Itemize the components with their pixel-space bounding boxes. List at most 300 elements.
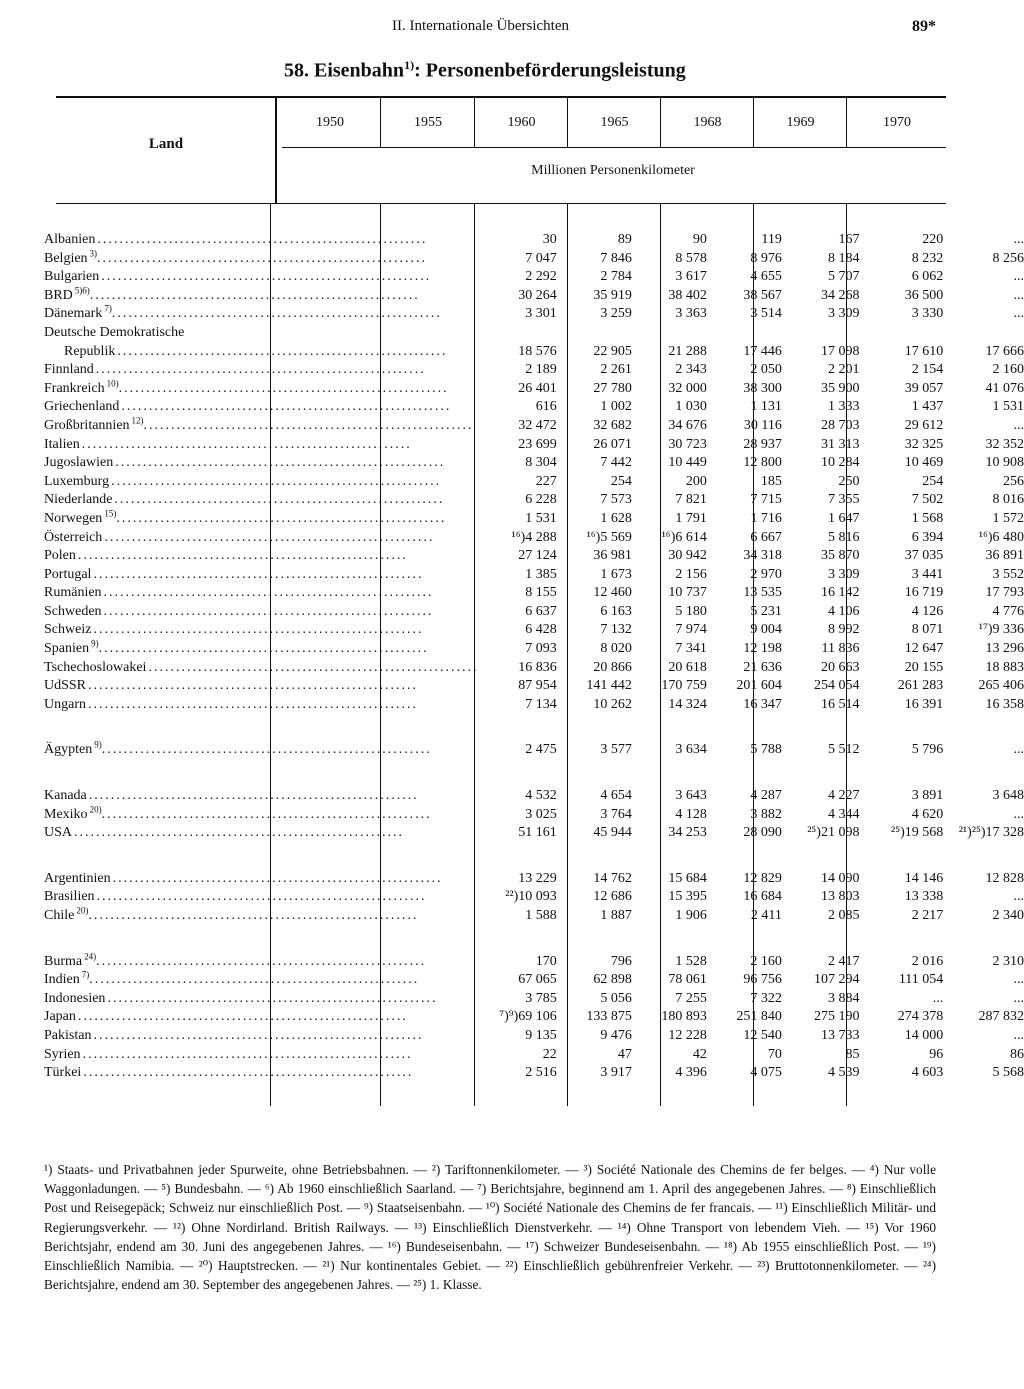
value-cell: 2 516 — [525, 1065, 557, 1081]
value-cell: ²⁵)19 568 — [891, 825, 944, 841]
value-cell: 35 870 — [820, 548, 860, 564]
value-cell: 17 793 — [985, 585, 1024, 601]
value-cell: 7 093 — [525, 641, 557, 657]
country-name: Niederlande ............................................................ — [44, 492, 445, 508]
country-name: Brasilien ............................................................ — [44, 889, 427, 905]
year-header: 1955 — [414, 115, 442, 130]
value-cell: 274 378 — [897, 1009, 944, 1025]
value-cell: 8 184 — [827, 250, 860, 266]
value-cell: 38 567 — [743, 287, 782, 303]
value-cell: 5 816 — [827, 529, 860, 545]
value-cell: 251 840 — [736, 1009, 782, 1025]
footnote-ref: 20) — [76, 907, 89, 916]
value-cell: 12 198 — [743, 641, 782, 657]
year-header: 1960 — [507, 115, 536, 130]
value-cell: 34 318 — [743, 548, 782, 564]
value-cell: 20 866 — [593, 659, 632, 675]
value-cell: 28 090 — [743, 825, 782, 841]
header-bottom-rule — [56, 203, 946, 204]
value-cell: 111 054 — [898, 972, 944, 988]
value-cell: 30 264 — [518, 287, 557, 303]
col-divider — [567, 97, 568, 147]
value-cell: 4 532 — [525, 788, 557, 804]
group-spacer — [44, 843, 1024, 870]
value-cell: 250 — [838, 473, 860, 489]
value-cell: 1 030 — [675, 399, 707, 415]
value-cell: 287 832 — [978, 1009, 1024, 1025]
value-cell: 3 552 — [992, 566, 1024, 582]
value-cell: 32 682 — [593, 417, 632, 433]
unit-label: Millionen Personenkilometer — [531, 163, 695, 178]
value-cell: 16 358 — [985, 696, 1024, 712]
value-cell: 6 062 — [911, 269, 944, 285]
value-cell: ... — [1013, 990, 1024, 1006]
country-name: Japan ............................................................ — [44, 1009, 408, 1025]
footnote-ref: 15) — [104, 509, 117, 519]
value-cell: 133 875 — [586, 1009, 632, 1025]
col-divider — [846, 97, 847, 147]
value-cell: 2 156 — [675, 566, 707, 582]
value-cell: 119 — [761, 232, 782, 247]
value-cell: 17 446 — [743, 343, 782, 359]
value-cell: 5 231 — [750, 603, 782, 619]
footnote-ref: 12) — [131, 416, 144, 426]
table-row — [44, 870, 1024, 889]
country-name: Belgien $^{3)}$............................................................ — [44, 249, 428, 266]
value-cell: ... — [1013, 742, 1024, 758]
table-row — [44, 268, 1024, 287]
table-row — [44, 990, 1024, 1009]
country-name: BRD $^{5)6)}$............................................................ — [44, 286, 420, 303]
value-cell: 8 976 — [750, 250, 782, 266]
value-cell: 201 604 — [736, 678, 782, 694]
value-cell: 36 891 — [985, 548, 1024, 564]
value-cell — [632, 324, 707, 343]
value-cell: 7 134 — [525, 696, 557, 712]
value-cell: 20 663 — [820, 659, 860, 675]
value-cell: 2 784 — [600, 269, 632, 285]
value-cell: 7 355 — [827, 492, 860, 508]
footnote-ref: 3) — [89, 249, 98, 258]
value-cell: 3 309 — [827, 306, 860, 322]
table-row — [44, 529, 1024, 548]
footnote-ref: 7) — [81, 971, 90, 980]
value-cell — [478, 324, 556, 343]
value-cell: 2 085 — [827, 908, 860, 923]
country-name: Frankreich $^{10)}$............................................................ — [44, 379, 449, 396]
value-cell: 17 666 — [985, 343, 1024, 359]
country-name: Syrien ............................................................ — [44, 1046, 413, 1062]
value-cell: 6 428 — [525, 622, 557, 638]
value-cell: 6 228 — [525, 492, 557, 508]
value-cell: 78 061 — [668, 972, 707, 988]
value-cell: 16 391 — [904, 696, 944, 712]
value-cell: 5 056 — [600, 990, 632, 1006]
value-cell — [707, 324, 782, 343]
table-row — [44, 787, 1024, 806]
value-cell: 3 441 — [911, 566, 944, 582]
year-header: 1970 — [883, 115, 911, 130]
value-cell: ... — [1013, 287, 1024, 303]
country-name: Republik ............................................................ — [44, 343, 478, 362]
value-cell: 4 654 — [600, 788, 632, 804]
value-cell: 7 341 — [675, 641, 707, 657]
section-header: II. Internationale Übersichten — [392, 18, 570, 34]
value-cell: 3 259 — [600, 306, 632, 322]
country-name: Luxemburg ............................................................ — [44, 473, 442, 489]
table-row — [44, 436, 1024, 455]
value-cell: 1 528 — [675, 953, 707, 969]
table-row — [44, 566, 1024, 585]
value-cell: 2 050 — [750, 362, 782, 378]
value-cell: ²⁵)21 098 — [807, 825, 860, 841]
table-row — [44, 324, 1024, 343]
year-header: 1969 — [786, 115, 815, 130]
value-cell: 22 — [542, 1046, 557, 1062]
value-cell: 20 155 — [904, 659, 944, 675]
value-cell: 39 057 — [904, 380, 944, 396]
value-cell: 10 469 — [904, 455, 944, 471]
value-cell: 3 330 — [911, 306, 944, 322]
value-cell: 2 160 — [750, 953, 782, 969]
value-cell: 14 324 — [668, 696, 707, 712]
value-cell: 254 — [922, 473, 944, 489]
value-cell: 16 142 — [820, 585, 860, 601]
value-cell: ... — [1013, 972, 1024, 988]
value-cell: 10 284 — [820, 455, 860, 471]
value-cell: 20 618 — [668, 659, 707, 675]
value-cell: 14 146 — [904, 870, 944, 886]
value-cell: 16 719 — [904, 585, 944, 601]
value-cell: 1 673 — [600, 566, 632, 582]
value-cell — [782, 324, 860, 343]
value-cell: 30 723 — [668, 436, 707, 452]
value-cell: 1 588 — [525, 908, 557, 923]
value-cell: 4 344 — [827, 806, 860, 822]
country-name: Indonesien ............................................................ — [44, 990, 438, 1006]
value-cell: 16 514 — [820, 696, 860, 712]
value-cell: ... — [932, 990, 944, 1006]
country-name: Spanien $^{9)}$............................................................ — [44, 640, 429, 657]
value-cell: 3 301 — [525, 306, 557, 322]
value-cell: 1 572 — [992, 510, 1024, 526]
value-cell: 6 394 — [911, 529, 944, 545]
value-cell: 17 098 — [820, 343, 860, 359]
value-cell: 4 227 — [827, 788, 860, 804]
value-cell: 7 442 — [600, 455, 632, 471]
value-cell: 4 287 — [750, 788, 782, 804]
value-cell: 4 603 — [911, 1065, 944, 1081]
value-cell: 6 667 — [750, 529, 782, 545]
value-cell: 5 707 — [827, 269, 860, 285]
value-cell: 35 900 — [820, 380, 860, 396]
value-cell: 107 294 — [813, 972, 860, 988]
value-cell: 8 071 — [911, 622, 944, 638]
value-cell: 13 338 — [904, 889, 944, 905]
value-cell: 62 898 — [593, 972, 632, 988]
value-cell: 34 268 — [820, 287, 860, 303]
footnote-ref: 20) — [89, 805, 102, 814]
country-name: Österreich ............................................................ — [44, 529, 435, 545]
value-cell: 14 090 — [820, 870, 860, 886]
value-cell: 7 573 — [600, 492, 632, 508]
value-cell: 12 686 — [593, 889, 632, 905]
value-cell: 4 396 — [675, 1065, 707, 1081]
group-spacer — [44, 926, 1024, 953]
value-cell — [859, 324, 943, 343]
col-divider-land — [275, 97, 277, 204]
value-cell: 2 261 — [600, 362, 632, 378]
table-row — [44, 584, 1024, 603]
value-cell: 256 — [1003, 473, 1024, 489]
value-cell: 8 578 — [675, 250, 707, 266]
value-cell: 14 762 — [593, 870, 632, 886]
footnote-ref: 5)6) — [74, 286, 90, 296]
value-cell: 7 974 — [675, 622, 707, 638]
value-cell: 12 540 — [743, 1027, 782, 1043]
country-name: Chile $^{20)}$............................................................ — [44, 907, 419, 923]
table-row — [44, 343, 1024, 362]
value-cell: ¹⁶)6 614 — [661, 529, 707, 545]
value-cell: 12 829 — [743, 870, 782, 886]
value-cell: ... — [1013, 889, 1024, 905]
value-cell: 96 — [929, 1046, 944, 1062]
col-divider — [660, 97, 661, 147]
table-row — [44, 824, 1024, 843]
country-name: Italien ............................................................ — [44, 436, 412, 452]
table-row — [44, 1008, 1024, 1027]
table-row — [44, 953, 1024, 972]
value-cell: ... — [1013, 417, 1024, 433]
value-cell: 7 255 — [675, 990, 707, 1006]
value-cell: 1 437 — [911, 399, 944, 415]
country-name: Albanien ............................................................ — [44, 232, 428, 247]
value-cell: 21 636 — [743, 659, 782, 675]
value-cell: 13 733 — [820, 1027, 860, 1043]
table-row — [44, 640, 1024, 659]
value-cell: 7 715 — [750, 492, 782, 508]
value-cell: 34 253 — [668, 825, 707, 841]
value-cell: 10 262 — [593, 696, 632, 712]
value-cell: 22 905 — [593, 343, 632, 359]
value-cell: 28 937 — [743, 436, 782, 452]
value-cell: 180 893 — [661, 1009, 707, 1025]
country-name: Ungarn ............................................................ — [44, 696, 418, 712]
table-row — [44, 806, 1024, 825]
value-cell: 2 201 — [827, 362, 860, 378]
value-cell: 2 343 — [675, 362, 707, 378]
country-name: Polen ............................................................ — [44, 548, 408, 564]
value-cell: 8 992 — [827, 622, 860, 638]
value-cell: 38 402 — [668, 287, 707, 303]
value-cell: 13 535 — [743, 585, 782, 601]
value-cell: 3 764 — [600, 806, 632, 822]
table-row — [44, 454, 1024, 473]
value-cell: 21 288 — [668, 343, 707, 359]
value-cell: 5 512 — [827, 742, 860, 758]
value-cell: 3 643 — [675, 788, 707, 804]
footnote-ref: 10) — [106, 379, 119, 389]
value-cell: 85 — [845, 1046, 860, 1062]
value-cell: 13 229 — [518, 870, 557, 886]
value-cell: 8 256 — [992, 250, 1024, 266]
country-name: Rumänien ............................................................ — [44, 585, 434, 601]
value-cell: 8 020 — [600, 641, 632, 657]
value-cell: 2 411 — [750, 908, 782, 923]
value-cell: 7 132 — [600, 622, 632, 638]
value-cell: 1 568 — [911, 510, 944, 526]
value-cell: 8 016 — [992, 492, 1024, 508]
value-cell: 36 500 — [904, 287, 944, 303]
value-cell: 15 395 — [668, 889, 707, 905]
group-spacer — [44, 760, 1024, 787]
value-cell: 3 785 — [525, 990, 557, 1006]
value-cell: 2 292 — [525, 269, 557, 285]
value-cell: 1 131 — [750, 399, 782, 415]
value-cell: 45 944 — [593, 825, 632, 841]
value-cell: 3 514 — [750, 306, 782, 322]
value-cell: 275 190 — [813, 1009, 860, 1025]
value-cell: 31 313 — [820, 436, 860, 452]
table-row — [44, 907, 1024, 926]
country-name: Burma $^{24)}$............................................................ — [44, 952, 427, 969]
value-cell: 3 891 — [911, 788, 944, 804]
table-row — [44, 888, 1024, 907]
value-cell: 47 — [617, 1046, 632, 1062]
country-name: Großbritannien $^{12)}$............................................................ — [44, 416, 474, 433]
table-row — [44, 231, 1024, 250]
value-cell: 32 352 — [985, 436, 1024, 452]
value-cell: ¹⁶)6 480 — [978, 529, 1024, 545]
data-table — [44, 231, 1024, 1083]
value-cell: 3 577 — [600, 742, 632, 758]
value-cell: 200 — [685, 473, 707, 489]
table-row — [44, 473, 1024, 492]
value-cell: 10 908 — [985, 455, 1024, 471]
value-cell: 18 883 — [985, 659, 1024, 675]
value-cell: 67 065 — [518, 972, 557, 988]
footnote-ref: 9) — [91, 640, 99, 649]
page-number: 89* — [912, 18, 936, 35]
table-row — [44, 696, 1024, 715]
value-cell: 2 475 — [525, 742, 557, 758]
value-cell: 1 628 — [600, 510, 632, 526]
value-cell: 13 803 — [820, 889, 860, 905]
value-cell: ²¹)²⁵)17 328 — [958, 825, 1024, 841]
country-name: Griechenland ............................................................ — [44, 399, 452, 415]
value-cell: 4 776 — [992, 603, 1024, 619]
value-cell: 7 821 — [675, 492, 707, 508]
value-cell: ... — [1013, 306, 1024, 322]
footnotes: ¹) Staats- und Privatbahnen jeder Spurweite, ohne Betriebsbahnen. — ²) Tariftonnenkilometer. — ³) Société Nationale des Chemins de fer belges. — ⁴) Nur volle Waggonladungen. — ⁵) Bundesbahn. — ⁶) Ab 1960 einschließlich Saarland. — ⁷) Berichtsjahre, beginnend am 1. April des angegebenen Jahres. — ⁸) Einschließlich Post und Reisegepäck; Schweiz nur einschließlich Post. — ⁹) Staatseisenbahn. — ¹⁰) Société Nationale des Chemins de fer francais. — ¹¹) Einschließlich Militär- und Regierungsverkehr. — ¹²) Ohne Nordirland. British Railways. — ¹³) Einschließlich Dienstverkehr. — ¹⁴) Ohne Transport von lebendem Vieh. — ¹⁵) Vor 1960 Berichtsjahr, endend am 30. Juni des angegebenen Jahres. — ¹⁶) Bundeseisenbahn. — ¹⁷) Schweizer Bundeseisenbahn. — ¹⁸) Ab 1955 einschließlich Post. — ¹⁹) Einschließlich Namibia. — ²⁰) Hauptstrecken. — ²¹) Nur kontinentales Gebiet. — ²²) Einschließlich gebührenfreier Verkehr. — ²³) Bruttotonnenkilometer. — ²⁴) Berichtsjahre, endend am 30. September des angegebenen Jahres. — ²⁵) 1. Klasse. — [44, 1162, 936, 1293]
country-name: Ägypten $^{9)}$............................................................ — [44, 741, 432, 758]
table-row — [44, 1064, 1024, 1083]
value-cell: 4 655 — [750, 269, 782, 285]
year-header: 1950 — [316, 115, 344, 130]
value-cell: 12 228 — [668, 1027, 707, 1043]
value-cell: 41 076 — [985, 380, 1024, 396]
value-cell: 42 — [692, 1046, 707, 1062]
value-cell: 3 882 — [750, 806, 782, 822]
value-cell: 254 054 — [813, 678, 860, 694]
table-row — [44, 971, 1024, 990]
value-cell: 30 — [542, 232, 557, 247]
value-cell: 36 981 — [593, 548, 632, 564]
value-cell — [943, 324, 1024, 343]
group-spacer — [44, 714, 1024, 741]
value-cell: 8 155 — [525, 585, 557, 601]
country-name: Jugoslawien ............................................................ — [44, 455, 446, 471]
value-cell: 70 — [767, 1046, 782, 1062]
value-cell: 38 300 — [743, 380, 782, 396]
country-name: Türkei ............................................................ — [44, 1065, 414, 1081]
value-cell: 18 576 — [518, 343, 557, 359]
value-cell: 796 — [610, 953, 632, 969]
value-cell: 2 217 — [911, 908, 944, 923]
value-cell: 12 647 — [904, 641, 944, 657]
value-cell: 1 906 — [675, 908, 707, 923]
value-cell: 8 232 — [911, 250, 944, 266]
col-divider — [474, 97, 475, 147]
value-cell: 12 800 — [743, 455, 782, 471]
value-cell: 35 919 — [593, 287, 632, 303]
value-cell: 3 634 — [675, 742, 707, 758]
value-cell: 10 449 — [668, 455, 707, 471]
value-cell: 7 322 — [750, 990, 782, 1006]
value-cell: 27 780 — [593, 380, 632, 396]
value-cell: 11 836 — [821, 641, 860, 657]
value-cell: 16 684 — [743, 889, 782, 905]
table-row — [44, 305, 1024, 324]
value-cell: 5 568 — [992, 1065, 1024, 1081]
value-cell: ⁷)⁹)69 106 — [499, 1009, 557, 1025]
value-cell: 9 135 — [525, 1027, 557, 1043]
country-name: Pakistan ............................................................ — [44, 1027, 424, 1043]
value-cell: 32 325 — [904, 436, 944, 452]
table-row — [44, 380, 1024, 399]
value-cell: 16 347 — [743, 696, 782, 712]
country-name: Kanada ............................................................ — [44, 788, 419, 804]
unit-rule — [282, 147, 946, 148]
value-cell: 51 161 — [518, 825, 557, 841]
value-cell: 37 035 — [904, 548, 944, 564]
value-cell: 3 648 — [992, 788, 1024, 804]
value-cell: 227 — [535, 473, 557, 489]
table-row — [44, 603, 1024, 622]
value-cell: 96 756 — [743, 972, 782, 988]
table-row — [44, 621, 1024, 640]
value-cell: ¹⁷)9 336 — [978, 622, 1024, 638]
value-cell: ... — [1013, 269, 1024, 285]
table-row — [44, 1027, 1024, 1046]
value-cell: 3 025 — [525, 806, 557, 822]
value-cell: 1 385 — [525, 566, 557, 582]
value-cell: 3 309 — [827, 566, 860, 582]
country-name: Argentinien ............................................................ — [44, 870, 443, 886]
value-cell: 4 620 — [911, 806, 944, 822]
value-cell: 13 296 — [985, 641, 1024, 657]
value-cell: ¹⁶)4 288 — [511, 529, 557, 545]
value-cell: 5 180 — [675, 603, 707, 619]
value-cell: 26 401 — [518, 380, 557, 396]
value-cell: 4 539 — [827, 1065, 860, 1081]
value-cell: 3 884 — [827, 990, 860, 1006]
value-cell: 29 612 — [904, 417, 944, 433]
table-row — [44, 417, 1024, 436]
value-cell: ²²)10 093 — [505, 889, 557, 905]
value-cell: 2 340 — [992, 908, 1024, 923]
table-row — [44, 287, 1024, 306]
